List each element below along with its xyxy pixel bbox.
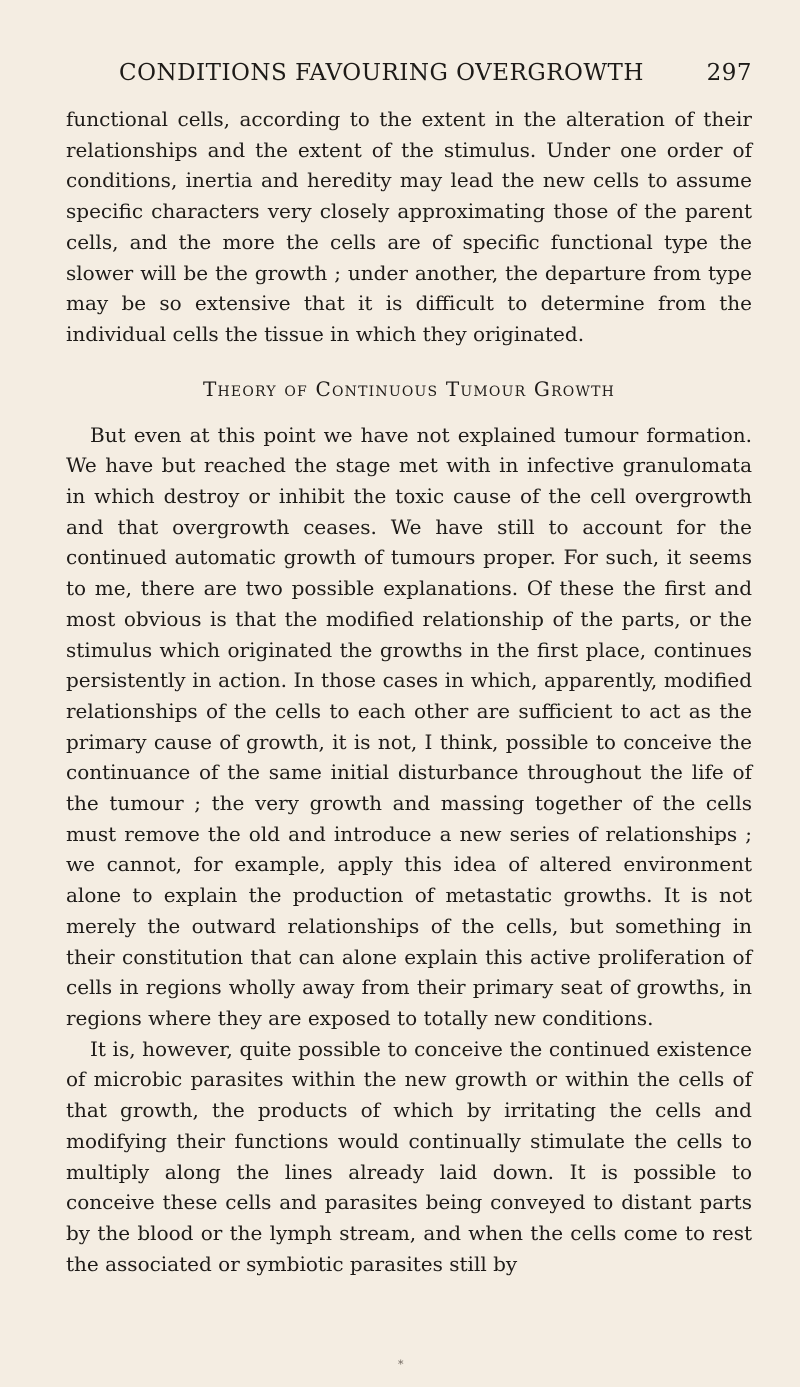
paragraph: It is, however, quite possible to conceive the continued existence of microbic parasites within the new growth or within the cells of that growth, the products of which by irritating the cells and modifying their functions would continually stimulate the cells to multiply along the lines already laid down. It is possible to conceive these cells and parasites being conveyed to distant parts by the blood or the lymph stream, and when the cells come to rest the associated or symbiotic parasites still by xyxy=(66,1036,752,1276)
running-title: CONDITIONS FAVOURING OVERGROWTH xyxy=(119,60,644,86)
page-body xyxy=(66,104,752,1279)
paragraph: But even at this point we have not explained tumour formation. We have but reached the stage met with in infective granulomata in which destroy or inhibit the toxic cause of the cell overgrowth and that overgrowth ceases. We have still to account for the continued automatic growth of tumours proper. For such, it seems to me, there are two possible explanations. Of these the first and most obvious is that the modified relationship of the parts, or the stimulus which originated the growths in the first place, continues persistently in action. In those cases in which, apparently, modified relationships of the cells to each other are sufficient to act as the primary cause of growth, it is not, I think, possible to conceive the continuance of the same initial disturbance throughout the life of the tumour ; the very growth and massing together of the cells must remove the old and introduce a new series of relationships ; we cannot, for example, apply this idea of altered environment alone to explain the production of metastatic growths. It is not merely the outward relationships of the cells, but something in their constitution that can alone explain this active proliferation of cells in regions wholly away from their primary seat of growths, in regions where they are exposed to totally new conditions. xyxy=(66,422,752,1030)
paragraph-continuation: functional cells, according to the extent in the alteration of their relationships and the extent of the stimulus. Under one order of conditions, inertia and heredity may lead the new cells to assume specific characters very closely approximating those of the parent cells, and the more the cells are of specific functional type the slower will be the growth ; under another, the departure from type may be so extensive that it is difficult to determine from the individual cells the tissue in which they originated. xyxy=(66,107,752,346)
section-heading: Theory of Continuous Tumour Growth xyxy=(202,376,616,401)
footer-mark: * xyxy=(398,1358,404,1371)
page-number: 297 xyxy=(706,60,752,86)
running-header xyxy=(66,60,752,94)
